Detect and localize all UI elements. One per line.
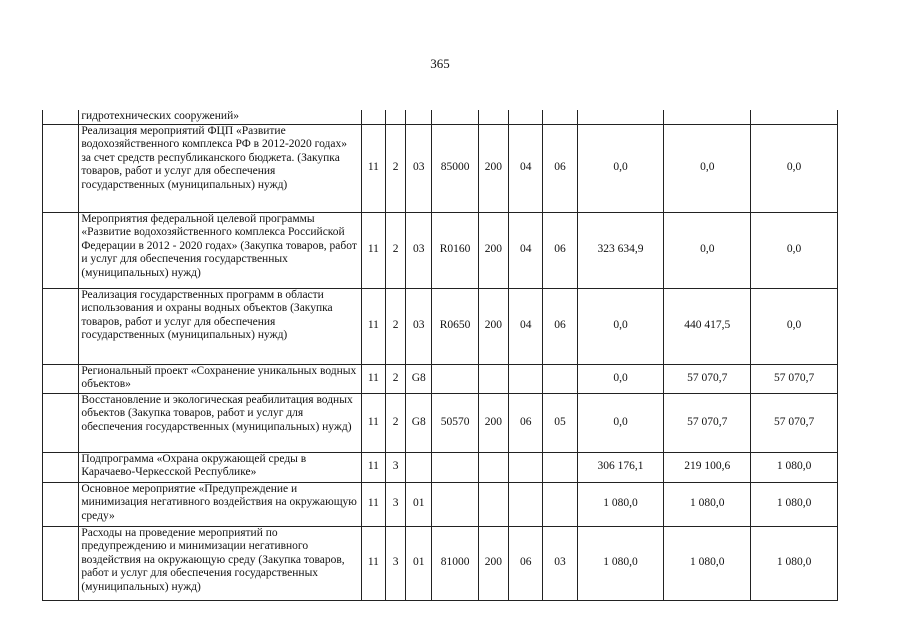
subsection-cell xyxy=(543,110,577,124)
expense-type-cell xyxy=(478,110,508,124)
activity-code-cell: 03 xyxy=(406,212,432,288)
program-code-cell: 11 xyxy=(361,124,385,212)
row-number-cell xyxy=(43,124,79,212)
table-row xyxy=(43,526,838,600)
item-name-cell: Расходы на проведение мероприятий по предупреждению и минимизации негативного воздействия на окружающую среду (Закупка товаров, работ и услуг для обеспечения государственных (муниципальных) нужд) xyxy=(79,526,361,600)
amount-year2-cell: 0,0 xyxy=(664,124,751,212)
table-row xyxy=(43,393,838,452)
table-row xyxy=(43,482,838,526)
subprogram-code-cell: 2 xyxy=(386,124,406,212)
amount-year2-cell xyxy=(664,110,751,124)
amount-year1-cell: 1 080,0 xyxy=(577,482,664,526)
subsection-cell: 06 xyxy=(543,212,577,288)
amount-year2-cell: 1 080,0 xyxy=(664,526,751,600)
row-number-cell xyxy=(43,452,79,482)
amount-year2-cell: 219 100,6 xyxy=(664,452,751,482)
item-name-cell: Основное мероприятие «Предупреждение и минимизация негативного воздействия на окружающую среду» xyxy=(79,482,361,526)
amount-year1-cell: 0,0 xyxy=(577,288,664,364)
subsection-cell xyxy=(543,482,577,526)
row-number-cell xyxy=(43,393,79,452)
amount-year1-cell xyxy=(577,110,664,124)
direction-code-cell xyxy=(432,452,478,482)
row-number-cell xyxy=(43,288,79,364)
amount-year3-cell: 0,0 xyxy=(751,212,838,288)
subsection-cell: 05 xyxy=(543,393,577,452)
amount-year1-cell: 323 634,9 xyxy=(577,212,664,288)
row-number-cell xyxy=(43,110,79,124)
direction-code-cell: R0160 xyxy=(432,212,478,288)
direction-code-cell: 50570 xyxy=(432,393,478,452)
page-number: 365 xyxy=(430,56,450,71)
activity-code-cell: 01 xyxy=(406,482,432,526)
table-row xyxy=(43,364,838,393)
activity-code-cell: 03 xyxy=(406,288,432,364)
program-code-cell: 11 xyxy=(361,212,385,288)
subsection-cell xyxy=(543,364,577,393)
activity-code-cell: 03 xyxy=(406,124,432,212)
section-cell xyxy=(509,110,543,124)
expense-type-cell: 200 xyxy=(478,526,508,600)
amount-year3-cell: 57 070,7 xyxy=(751,393,838,452)
budget-table xyxy=(42,110,838,601)
section-cell: 04 xyxy=(509,288,543,364)
expense-type-cell xyxy=(478,364,508,393)
program-code-cell: 11 xyxy=(361,482,385,526)
subprogram-code-cell: 2 xyxy=(386,212,406,288)
amount-year2-cell: 0,0 xyxy=(664,212,751,288)
section-cell: 04 xyxy=(509,124,543,212)
expense-type-cell: 200 xyxy=(478,212,508,288)
subprogram-code-cell: 2 xyxy=(386,393,406,452)
activity-code-cell xyxy=(406,110,432,124)
direction-code-cell: R0650 xyxy=(432,288,478,364)
amount-year2-cell: 440 417,5 xyxy=(664,288,751,364)
subsection-cell xyxy=(543,452,577,482)
amount-year3-cell: 1 080,0 xyxy=(751,526,838,600)
expense-type-cell xyxy=(478,482,508,526)
table-row xyxy=(43,288,838,364)
section-cell xyxy=(509,452,543,482)
activity-code-cell xyxy=(406,452,432,482)
subprogram-code-cell: 3 xyxy=(386,482,406,526)
program-code-cell: 11 xyxy=(361,288,385,364)
subprogram-code-cell: 3 xyxy=(386,526,406,600)
amount-year3-cell: 0,0 xyxy=(751,288,838,364)
item-name-cell: Подпрограмма «Охрана окружающей среды в Карачаево-Черкесской Республике» xyxy=(79,452,361,482)
program-code-cell: 11 xyxy=(361,364,385,393)
subprogram-code-cell: 2 xyxy=(386,288,406,364)
expense-type-cell: 200 xyxy=(478,393,508,452)
direction-code-cell xyxy=(432,364,478,393)
item-name-cell: Региональный проект «Сохранение уникальных водных объектов» xyxy=(79,364,361,393)
direction-code-cell: 85000 xyxy=(432,124,478,212)
amount-year3-cell: 1 080,0 xyxy=(751,482,838,526)
direction-code-cell xyxy=(432,482,478,526)
direction-code-cell: 81000 xyxy=(432,526,478,600)
item-name-cell: Реализация государственных программ в области использования и охраны водных объектов (Закупка товаров, работ и услуг для обеспечения государственных (муниципальных) нужд) xyxy=(79,288,361,364)
subsection-cell: 03 xyxy=(543,526,577,600)
subsection-cell: 06 xyxy=(543,124,577,212)
program-code-cell: 11 xyxy=(361,393,385,452)
item-name-cell: гидротехнических сооружений» xyxy=(79,110,361,124)
row-number-cell xyxy=(43,482,79,526)
amount-year3-cell: 1 080,0 xyxy=(751,452,838,482)
amount-year3-cell: 0,0 xyxy=(751,124,838,212)
subprogram-code-cell xyxy=(386,110,406,124)
amount-year1-cell: 0,0 xyxy=(577,364,664,393)
section-cell xyxy=(509,364,543,393)
amount-year2-cell: 57 070,7 xyxy=(664,393,751,452)
expense-type-cell: 200 xyxy=(478,124,508,212)
amount-year2-cell: 1 080,0 xyxy=(664,482,751,526)
section-cell: 06 xyxy=(509,393,543,452)
amount-year2-cell: 57 070,7 xyxy=(664,364,751,393)
direction-code-cell xyxy=(432,110,478,124)
table-row xyxy=(43,212,838,288)
activity-code-cell: 01 xyxy=(406,526,432,600)
expense-type-cell: 200 xyxy=(478,288,508,364)
table-body xyxy=(43,110,838,600)
program-code-cell: 11 xyxy=(361,526,385,600)
amount-year1-cell: 0,0 xyxy=(577,124,664,212)
section-cell: 04 xyxy=(509,212,543,288)
item-name-cell: Восстановление и экологическая реабилитация водных объектов (Закупка товаров, работ и услуг для обеспечения государственных (муниципальных) нужд) xyxy=(79,393,361,452)
program-code-cell xyxy=(361,110,385,124)
section-cell: 06 xyxy=(509,526,543,600)
subsection-cell: 06 xyxy=(543,288,577,364)
amount-year3-cell xyxy=(751,110,838,124)
activity-code-cell: G8 xyxy=(406,364,432,393)
subprogram-code-cell: 2 xyxy=(386,364,406,393)
amount-year1-cell: 1 080,0 xyxy=(577,526,664,600)
amount-year1-cell: 0,0 xyxy=(577,393,664,452)
activity-code-cell: G8 xyxy=(406,393,432,452)
section-cell xyxy=(509,482,543,526)
table-row xyxy=(43,124,838,212)
table-row xyxy=(43,110,838,124)
amount-year1-cell: 306 176,1 xyxy=(577,452,664,482)
row-number-cell xyxy=(43,212,79,288)
item-name-cell: Реализация мероприятий ФЦП «Развитие водохозяйственного комплекса РФ в 2012-2020 годах» за счет средств республиканского бюджета. (Закупка товаров, работ и услуг для обеспечения государственных (муниципальных) нужд) xyxy=(79,124,361,212)
table-row xyxy=(43,452,838,482)
row-number-cell xyxy=(43,526,79,600)
subprogram-code-cell: 3 xyxy=(386,452,406,482)
row-number-cell xyxy=(43,364,79,393)
program-code-cell: 11 xyxy=(361,452,385,482)
amount-year3-cell: 57 070,7 xyxy=(751,364,838,393)
expense-type-cell xyxy=(478,452,508,482)
item-name-cell: Мероприятия федеральной целевой программы «Развитие водохозяйственного комплекса Российской Федерации в 2012 - 2020 годах» (Закупка товаров, работ и услуг для обеспечения государственных (муниципальных) нужд) xyxy=(79,212,361,288)
